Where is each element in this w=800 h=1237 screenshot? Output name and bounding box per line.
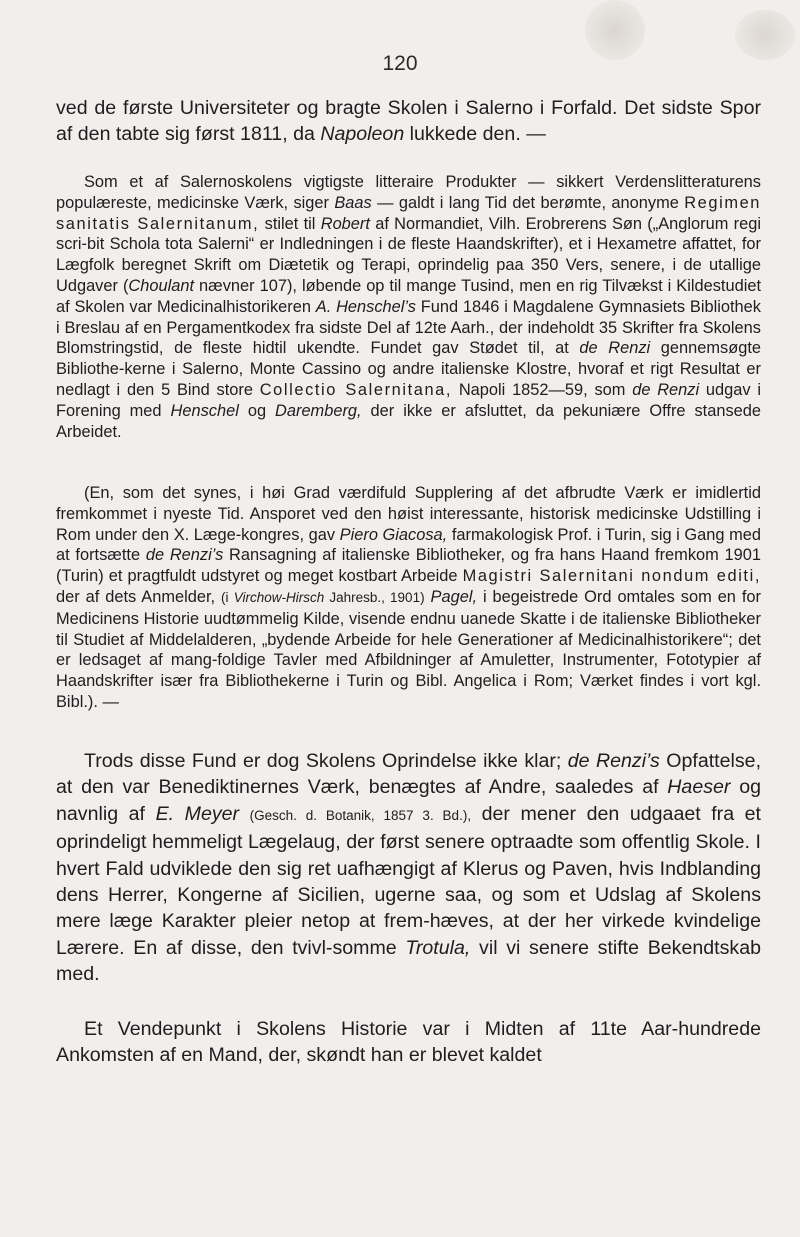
paragraph-3 <box>56 483 761 713</box>
name-choulant: Choulant <box>128 276 195 295</box>
text-run: og <box>238 401 276 420</box>
paragraph-5 <box>56 1016 761 1069</box>
page-number: 120 <box>382 52 418 75</box>
name-trotula: Trotula, <box>405 936 471 959</box>
text-run: af Normandiet, Vilh. Erobrerens Søn („Anglorum regi scri-bit Schola tota Salerni“ er Indledningen i de fleste Haandskrifter), et i Hexametre affattet, for Lægfolk beregnet Skrift om Diætetik og Terapi, oprindelig paa 350 Vers, senere, i de utallige Udgaver ( <box>56 214 761 295</box>
name-daremberg: Daremberg, <box>275 401 362 420</box>
text-run: (i <box>221 589 234 605</box>
text-run: Jahresb., 1901) <box>324 589 425 605</box>
name-de-renzi: de Renzi’s <box>145 546 224 565</box>
text-run: (En, som det synes, i høi Grad værdifuld Supplering af det afbrudte Værk er imidlertid fremkommet i nyeste Tid. Ansporet ved den høist interessante, historisk medicinske Udstilling i Rom under den X. Læge-kongres, gav <box>56 484 761 544</box>
text-run: gennemsøgte Bibliothe-kerne i Salerno, Monte Cassino og andre italienske Klostre, hvoraf et rigt Resultat er nedlagt i den 5 Bind store <box>56 339 761 399</box>
text-run: lukkede den. — <box>404 122 546 145</box>
citation: (Gesch. d. Botanik, 1857 3. Bd.), <box>249 807 472 823</box>
text-run: udgav i Forening med <box>56 380 761 420</box>
title-magistri: Magistri Salernitani nondum editi, <box>462 567 761 586</box>
text-run: Som et af Salernoskolens vigtigste litteraire Produkter — sikkert Verdenslitteraturens populæreste, medicinske Værk, siger <box>56 173 761 212</box>
name-giacosa: Piero Giacosa, <box>339 525 448 544</box>
text-run: vil vi senere stifte Bekendtskab med. <box>56 936 761 986</box>
text-run: Napoli 1852—59, som <box>452 380 633 399</box>
text-run: nævner 107), løbende op til mange Tusind, men en rig Tilvækst i Kildestudiet af Skolen var Medicinalhistorikeren <box>56 276 762 316</box>
name-napoleon: Napoleon <box>320 122 405 145</box>
text-run: i begeistrede Ord omtales som en for Medicinens Historie uudtømmelig Kilde, visende endnu uanede Skatte i de italienske Bibliotheker til Studiet af Middelalderen, „bydende Arbeide for hele Generationer af Medicinalhistorikere“; det er ledsaget af mang-foldige Tavler med Afbildninger af Amuletter, Instrumenter, Fototypier af Haandskrifter især fra Bibliothekerne i Turin og Bibl. Angelica i Rom; Værket findes i vort kgl. Bibl.). — <box>56 587 762 711</box>
name-meyer: E. Meyer <box>155 802 240 825</box>
citation <box>221 590 425 605</box>
name-pagel: Pagel, <box>430 587 478 606</box>
name-de-renzi: de Renzi <box>579 339 651 358</box>
name-henschel: Henschel <box>170 401 239 420</box>
text-run: — galdt i lang Tid det berømte, anonyme <box>371 193 685 212</box>
title-collectio: Collectio Salernitana, <box>259 380 453 399</box>
name-virchow-hirsch: Virchow-Hirsch <box>233 589 325 605</box>
name-haeser: Haeser <box>667 776 731 799</box>
text-run: Ransagning af italienske Bibliotheker, og fra hans Haand fremkom 1901 (Turin) et pragtfuldt udstyret og meget kostbart Arbeide <box>56 546 762 586</box>
paragraph-1 <box>56 96 761 147</box>
name-henschel: A. Henschel’s <box>315 297 416 316</box>
paper-stain <box>585 0 645 60</box>
text-run: Opfattelse, at den var Benediktinernes Værk, benægtes af Andre, saaledes af <box>56 750 762 799</box>
text-run: farmakologisk Prof. i Turin, sig i Gang med at fortsætte <box>56 525 762 565</box>
name-de-renzi: de Renzi <box>632 380 700 399</box>
title-regimen: Regimen sanitatis Salernitanum, <box>56 193 761 233</box>
name-baas: Baas <box>334 193 372 212</box>
text-run: ved de første Universiteter og bragte Skolen i Salerno i Forfald. Det sidste Spor af den tabte sig først 1811, da <box>56 97 761 145</box>
text-run: og navnlig af <box>56 776 761 825</box>
paragraph-2 <box>56 172 761 442</box>
text-run: stilet til <box>259 214 321 233</box>
name-robert: Robert <box>320 214 370 233</box>
text-run: der af dets Anmelder, <box>56 587 222 606</box>
text-run: Fund 1846 i Magdalene Gymnasiets Bibliothek i Breslau af en Pergamentkodex fra sidste Del af 12te Aarh., der indeholdt 35 Skrifter fra Skolens Blomstringstid, de fleste hidtil ukendte. Fundet gav Stødet til, at <box>56 297 761 358</box>
text-run: Et Vendepunkt i Skolens Historie var i Midten af 11te Aar-hundrede Ankomsten af en Mand, der, skøndt han er blevet kaldet <box>56 1018 761 1067</box>
text-run <box>239 803 250 825</box>
paragraph-4 <box>56 748 761 988</box>
text-run: der ikke er afsluttet, da pekuniære Offre stansede Arbeidet. <box>56 401 762 441</box>
text-run: der mener den udgaaet fra et oprindeligt hemmeligt Lægelaug, der først senere optraadte som offentlig Skole. I hvert Fald udviklede den sig ret uafhængigt af Klerus og Paven, hvis Indblanding dens Herrer, Kongerne af Sicilien, ugerne saa, og som et Udslag af Skolens mere læge Karakter pleier netop at frem-hæves, at der her virkede kvindelige Lærere. En af disse, den tvivl-somme <box>56 802 762 959</box>
name-de-renzi: de Renzi’s <box>567 750 660 772</box>
text-run: Trods disse Fund er dog Skolens Oprindelse ikke klar; <box>84 750 568 772</box>
